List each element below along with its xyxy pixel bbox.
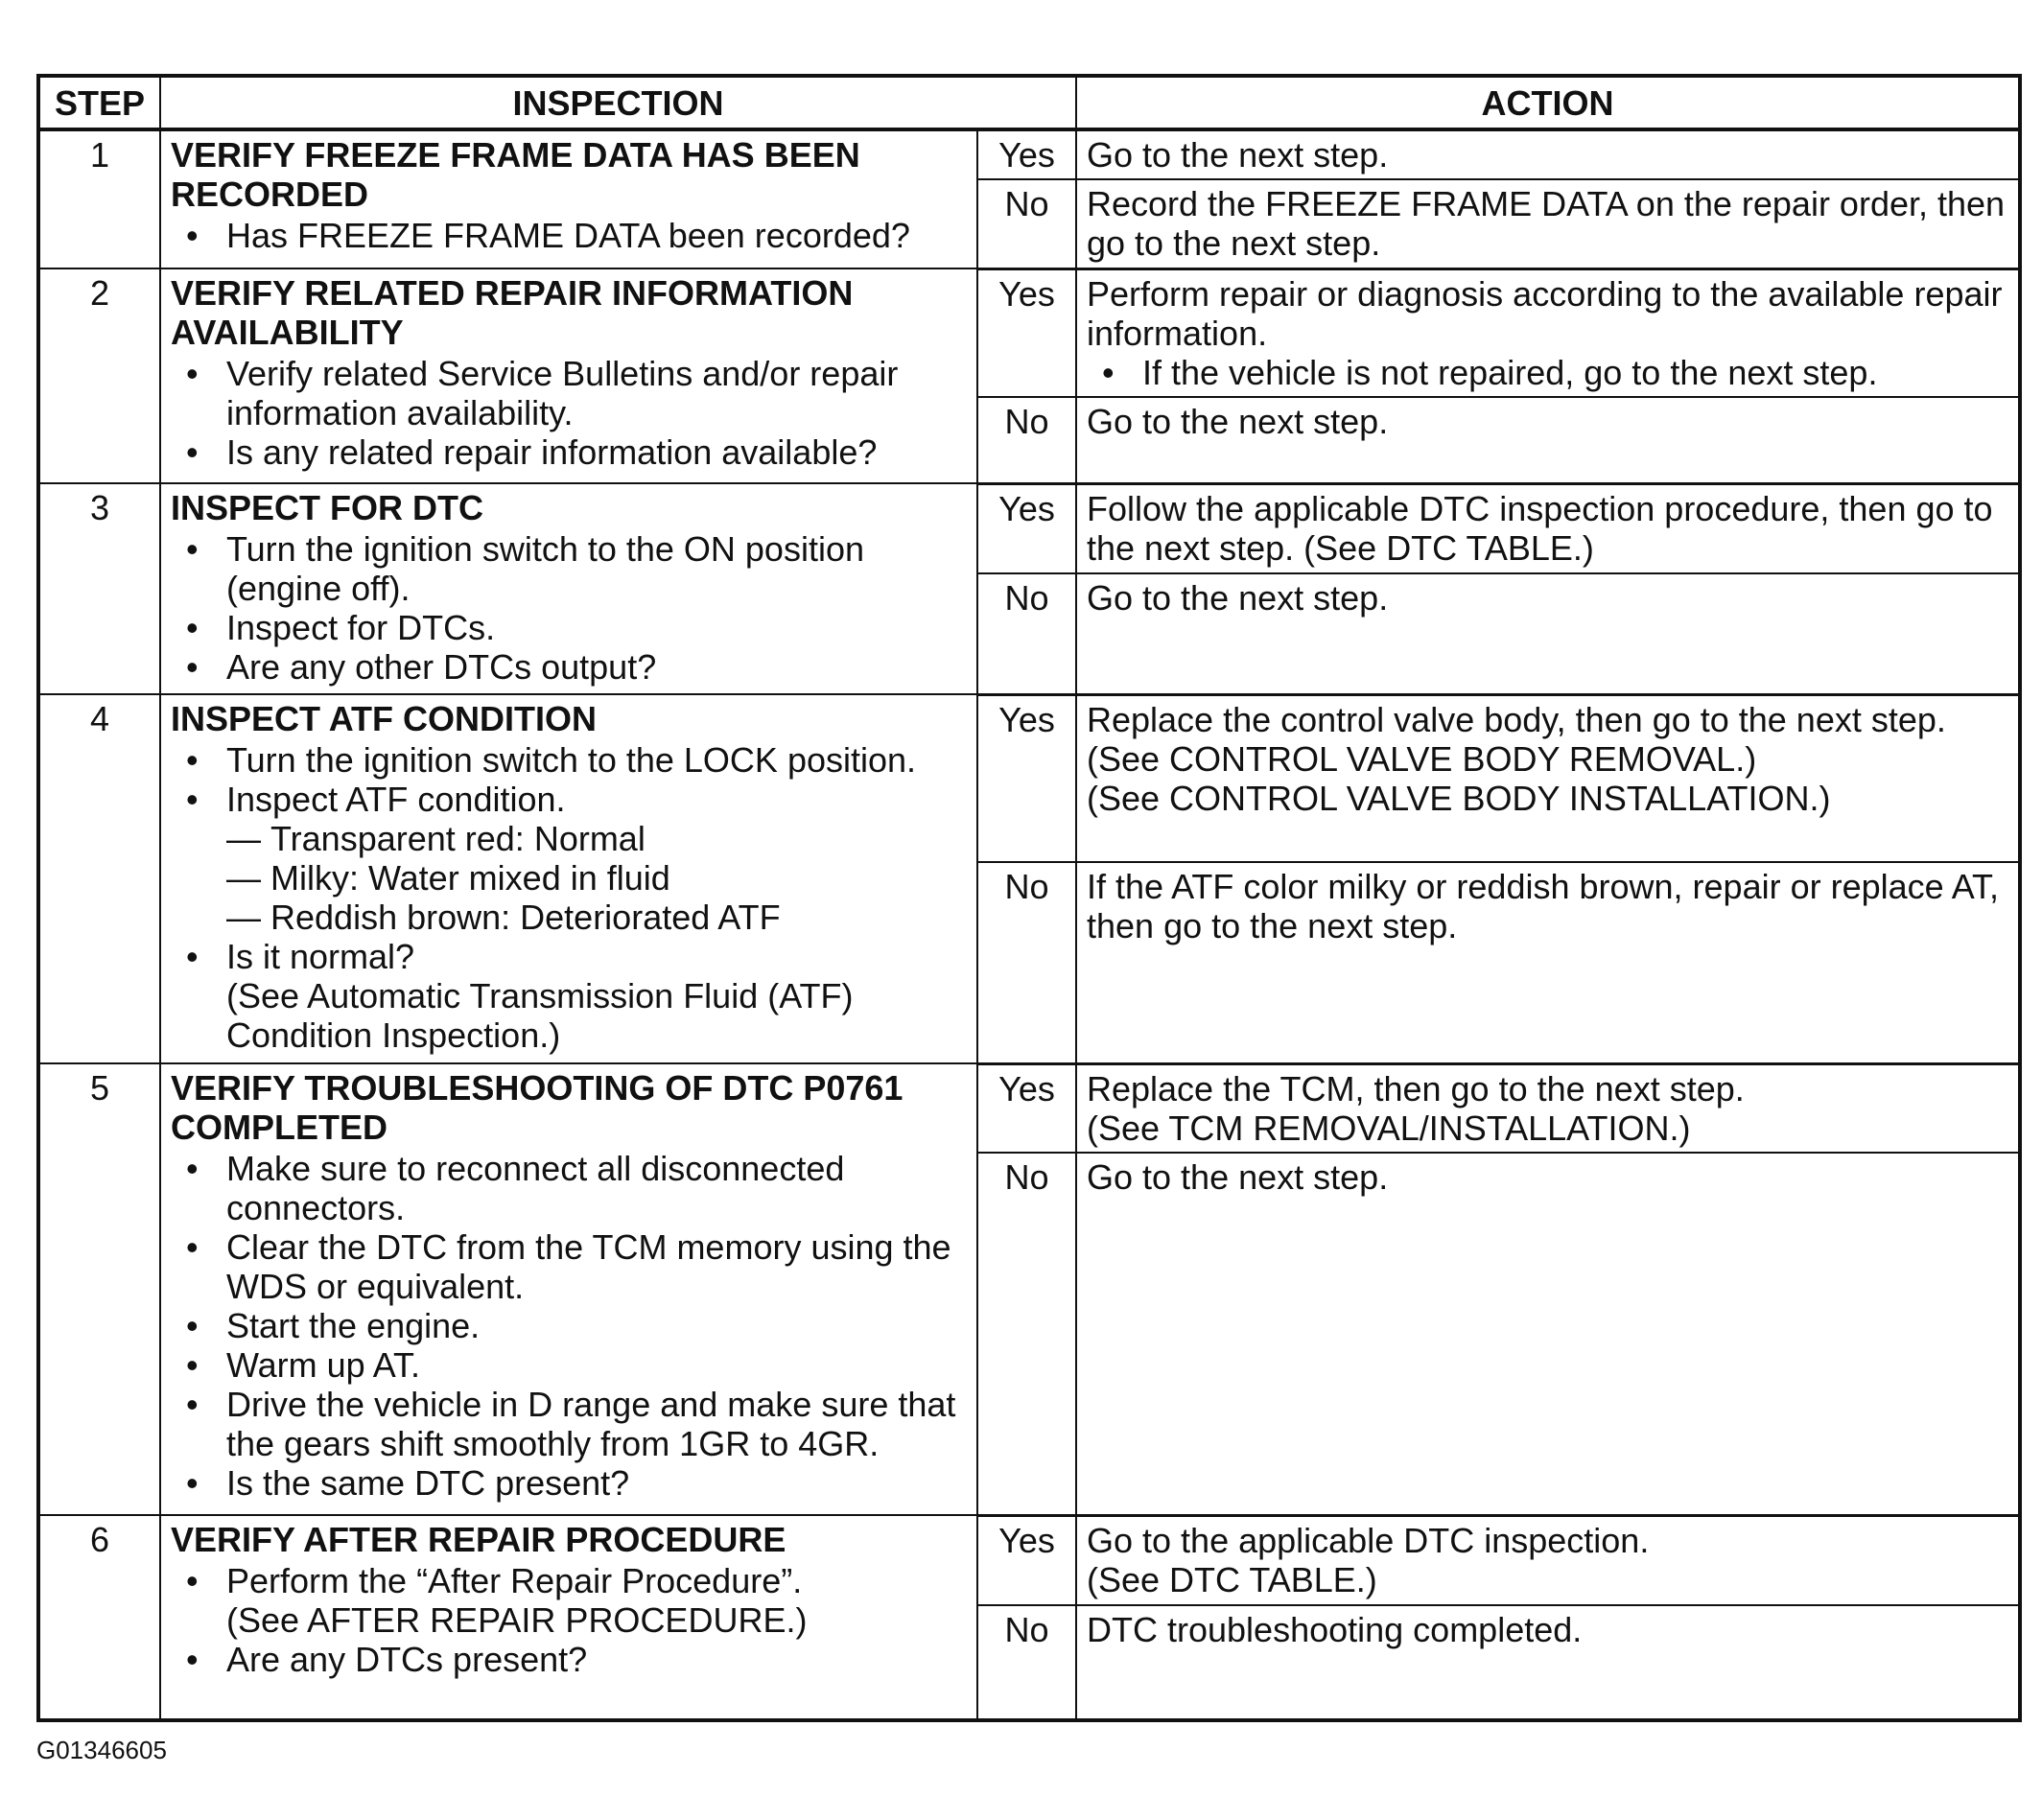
header-inspection: INSPECTION xyxy=(160,76,1076,129)
table-row xyxy=(38,129,2020,179)
yes-label: Yes xyxy=(977,694,1076,862)
action-reference: (See DTC TABLE.) xyxy=(1087,1559,1377,1599)
inspection-cell xyxy=(160,1063,977,1515)
inspection-bullet: • Inspect for DTCs. xyxy=(226,608,967,647)
diagnostic-procedure-table xyxy=(36,74,2022,1722)
inspection-bullet xyxy=(226,1561,967,1640)
atf-condition-item: — Milky: Water mixed in fluid xyxy=(226,858,967,898)
yes-action-cell xyxy=(1076,1063,2020,1153)
inspection-bullet-text: • Is it normal? xyxy=(226,937,415,976)
step-number: 2 xyxy=(38,268,160,483)
no-label: No xyxy=(977,1605,1076,1720)
inspection-cell xyxy=(160,483,977,694)
inspection-bullet: • Is any related repair information available? xyxy=(226,432,967,472)
yes-label: Yes xyxy=(977,268,1076,397)
inspection-bullet-text: Inspect ATF condition. xyxy=(226,780,566,819)
inspection-bullet: • Are any other DTCs output? xyxy=(226,647,967,687)
inspection-bullets xyxy=(171,529,967,687)
inspection-bullet: • Start the engine. xyxy=(226,1306,967,1345)
inspection-bullet: • Turn the ignition switch to the ON position (engine off). xyxy=(226,529,967,608)
inspection-bullet: • Make sure to reconnect all disconnected connectors. xyxy=(226,1149,967,1227)
no-label: No xyxy=(977,179,1076,268)
yes-action: Go to the applicable DTC inspection. xyxy=(1087,1520,1650,1560)
yes-label: Yes xyxy=(977,129,1076,179)
yes-action-bullet: • If the vehicle is not repaired, go to the next step. xyxy=(1087,353,2008,392)
no-label: No xyxy=(977,862,1076,1063)
table-header-row xyxy=(38,76,2020,129)
inspection-bullet: • Are any DTCs present? xyxy=(226,1640,967,1679)
inspection-bullet: • Has FREEZE FRAME DATA been recorded? xyxy=(226,216,967,255)
inspection-reference: (See AFTER REPAIR PROCEDURE.) xyxy=(226,1600,808,1640)
inspection-cell xyxy=(160,129,977,268)
no-action: Record the FREEZE FRAME DATA on the repair order, then go to the next step. xyxy=(1076,179,2020,268)
step-number: 5 xyxy=(38,1063,160,1515)
inspection-title: INSPECT ATF CONDITION xyxy=(171,699,597,738)
inspection-bullet: • Verify related Service Bulletins and/or repair information availability. xyxy=(226,354,967,432)
inspection-cell xyxy=(160,1515,977,1720)
yes-action: Perform repair or diagnosis according to the available repair information. xyxy=(1087,273,2003,353)
no-action: If the ATF color milky or reddish brown, repair or replace AT, then go to the next step. xyxy=(1076,862,2020,1063)
yes-label: Yes xyxy=(977,483,1076,573)
inspection-bullet: • Drive the vehicle in D range and make sure that the gears shift smoothly from 1GR to 4GR. xyxy=(226,1385,967,1463)
inspection-bullet: • Warm up AT. xyxy=(226,1345,967,1385)
no-action: Go to the next step. xyxy=(1076,1153,2020,1515)
action-reference: (See CONTROL VALVE BODY REMOVAL.) xyxy=(1087,738,1757,779)
inspection-bullets xyxy=(171,1149,967,1503)
inspection-bullet-text: • Perform the “After Repair Procedure”. xyxy=(226,1561,803,1600)
table-row xyxy=(38,1063,2020,1153)
step-number: 3 xyxy=(38,483,160,694)
inspection-reference: (See Automatic Transmission Fluid (ATF) Condition Inspection.) xyxy=(226,976,854,1055)
yes-action-cell xyxy=(1076,268,2020,397)
yes-action: Replace the control valve body, then go to the next step. xyxy=(1087,699,1946,739)
inspection-bullet xyxy=(226,780,967,937)
no-action: Go to the next step. xyxy=(1076,573,2020,694)
header-action: ACTION xyxy=(1076,76,2020,129)
inspection-cell xyxy=(160,268,977,483)
atf-condition-item: — Transparent red: Normal xyxy=(226,819,967,858)
atf-condition-list xyxy=(226,819,967,937)
inspection-bullet: • Clear the DTC from the TCM memory using the WDS or equivalent. xyxy=(226,1227,967,1306)
inspection-title: VERIFY TROUBLESHOOTING OF DTC P0761 COMPLETED xyxy=(171,1068,904,1147)
inspection-cell xyxy=(160,694,977,1063)
table-row xyxy=(38,268,2020,397)
table-row xyxy=(38,483,2020,573)
no-label: No xyxy=(977,573,1076,694)
yes-action-cell xyxy=(1076,1515,2020,1605)
yes-label: Yes xyxy=(977,1063,1076,1153)
yes-action: Go to the next step. xyxy=(1076,129,2020,179)
table-row xyxy=(38,694,2020,862)
inspection-bullet xyxy=(226,937,967,1055)
action-reference: (See CONTROL VALVE BODY INSTALLATION.) xyxy=(1087,778,1831,818)
figure-code: G01346605 xyxy=(36,1736,167,1764)
inspection-title: VERIFY RELATED REPAIR INFORMATION AVAILABILITY xyxy=(171,273,854,352)
no-label: No xyxy=(977,397,1076,483)
no-action: Go to the next step. xyxy=(1076,397,2020,483)
step-number: 4 xyxy=(38,694,160,1063)
inspection-bullets xyxy=(171,1561,967,1679)
inspection-bullet: • Is the same DTC present? xyxy=(226,1463,967,1503)
no-action: DTC troubleshooting completed. xyxy=(1076,1605,2020,1720)
inspection-bullet: • Turn the ignition switch to the LOCK position. xyxy=(226,740,967,780)
header-step: STEP xyxy=(38,76,160,129)
table-row xyxy=(38,1515,2020,1605)
inspection-bullets xyxy=(171,354,967,472)
yes-label: Yes xyxy=(977,1515,1076,1605)
inspection-bullets xyxy=(171,740,967,1055)
yes-action: Follow the applicable DTC inspection procedure, then go to the next step. (See DTC TABLE.) xyxy=(1076,483,2020,573)
yes-action: Replace the TCM, then go to the next step. xyxy=(1087,1068,1745,1108)
inspection-title: VERIFY AFTER REPAIR PROCEDURE xyxy=(171,1520,786,1559)
atf-condition-item: — Reddish brown: Deteriorated ATF xyxy=(226,898,967,937)
inspection-title: INSPECT FOR DTC xyxy=(171,488,484,527)
step-number: 6 xyxy=(38,1515,160,1720)
no-label: No xyxy=(977,1153,1076,1515)
yes-action-cell xyxy=(1076,694,2020,862)
inspection-bullets xyxy=(171,216,967,255)
action-reference: (See TCM REMOVAL/INSTALLATION.) xyxy=(1087,1108,1691,1148)
step-number: 1 xyxy=(38,129,160,268)
inspection-title: VERIFY FREEZE FRAME DATA HAS BEEN RECORDED xyxy=(171,135,860,214)
